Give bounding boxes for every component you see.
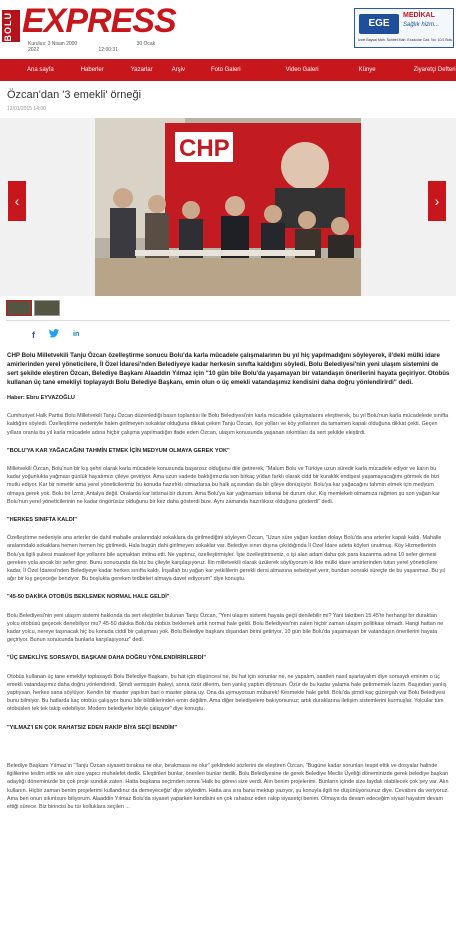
site-header [0, 0, 456, 53]
nav-item-home[interactable]: Ana sayfa [27, 67, 54, 73]
article-paragraph: Belediye Başkanı Yılmaz'ın "Tanju Özcan siyaseti bıraksa ne olur, bırakmasa ne olur" şeklindeki sözlerini de eleştiren Özcan, "Bugüne kadar sorunları tespit ettik ve dosyalar halinde ilgililerine teslim ettik ve alın size yapıcı muhalefet dedik. Eleştirileri bunlar, önerileri bunlar dedik. Bolu Belediyesine de gerek Belediye Meclis Üyeliği döneminizde gerek belediye başkan adaylığı döneminizde bir çok proje sunduk zaten. Hatta başkana seçimden sonra 'Halk bu görevi size verdi. Alın benim projelerimi. Bunların içinde size faydalı olabilecek çok şey var. Alın kullanın. Hiçbir zaman benim projelerimi kullandınız da demeyeceğiz' diye söyledim. Hatta ara sıra bana mektup yazıyor, şu konuyla ilgili ne düşünüyorsunuz diye. Cevabını da veriyoruz. Ama ben onun sıkıntısını biliyorum. Alaaddin Yılmaz Bolu'da siyaset yaparken kendisini en çok rahatsız eden rakip siyasetçi benim. Olmaya da devam edeceğim siyasi hayatım devam ettiği sürece. Biz birincisi bu tür kolluklara seçilen ... [7, 762, 449, 810]
linkedin-icon[interactable]: in [73, 331, 80, 338]
ad-address: İzzet Baysal Mah. Sohbet Mah. Eczacılar Cad. No: 10/1 Bolu [358, 38, 453, 42]
article-photo [95, 118, 361, 296]
article-subheading: "45-50 DAKİKA OTOBÜS BEKLEMEK NORMAL HALE GELDİ" [7, 594, 170, 601]
article-lead: CHP Bolu Milletvekili Tanju Özcan özelleştirme sonucu Bolu'da karla mücadele çalışmalarının bu yıl hiç yapılmadığını söyleyerek, il'deki mülki idare amirlerinden yerel yöneticilere, İl Özel İdaresi'nden Belediyeye kadar herkesin sınıfta kaldığını söyledi. Bolu Belediyesi'nin yeni ulaşım sistemini de sert şekilde eleştiren Özcan, Belediye Başkanı Alaaddin Yılmaz için "10 gün bile Bolu'da yaşamayan bir vatandaşın önerilerini hayata geçiriyor. Otobüs kullanan üç tane emekliyi toplayaydı Bolu Belediye Başkanı, emin olun o üç emekli vatandaşımız kendisini daha doğru yönlendirirdi" dedi. [7, 352, 450, 386]
site-logo[interactable] [2, 2, 202, 53]
article-paragraph: Cumhuriyet Halk Partisi Bolu Milletvekili Tanju Özcan düzenlediği basın toplantısı ile Bolu Belediyesi'nin karla mücadele çalışmalarını eleştirerek, bu yıl Bolu'nun karla mücadelede sınıfta kaldığını söyledi. Özelleştirme nedeniyle halen girilmeyen sokaklar olduğuna dikkat çeken Tanju Özcan, ilçe yolları ve köy yollarının da tamamen kapalı olduğuna dikkat çekti. Geçen yıllara oranla bu yıl karla mücadele adına hiçbir çalışma yapılmadığın ifade eden Özcan, ulaşım konusunda yaşanan sıkıntıları da sert şekilde eleştirdi. [7, 413, 449, 436]
header-ad-banner[interactable] [354, 8, 454, 48]
article-subheading: "HERKES SINIFTA KALDI" [7, 517, 77, 524]
logo-side-text: BOLU [3, 12, 13, 42]
nav-item-photo-gallery[interactable]: Foto Galeri [210, 67, 241, 73]
chp-sign-text: CHP [179, 135, 230, 162]
twitter-icon[interactable] [49, 329, 59, 340]
share-bar [32, 329, 79, 340]
current-date: 30 Ocak 2022 [28, 41, 156, 53]
article-paragraph: Milletvekili Özcan, Bolu'nun bir kış şehri olarak karla mücadele konusunda başarısız olduğunu dile getirerek, "Malum Bolu ve Türkiye uzun süredir karla mücadele ediyor ve karın bu kadar yoğunlukta yağması günlük hayatımızı çileye çeviriyor. Ama uzun vadede baktığımızda son birkaç yıldan farklı olarak cidd bir kuraklık endişesi yaşamayacağımı görmek de bizi mutlu ediyor. Kar bir nimettir ama yerel yöneticilerimiz bu konuda hazırlıklı olmazlarsa bu halk açısından da bir çileye dönüşüyor. Bolu'ya kar yağacağını tahmin etmek için medyum olmaya gerek yok. Bolu bir İzmir, Antalya değil. Oralarda kar istisnai bir durum. Ama Bolu'ya kar yağmaması istisnai bir durum olur. Kış memleketi olmamıza rağmen şu son yağan kar Bolu'nun yerel yöneticilerinin ne kadar öngörüsüz olduğunu bir kez daha gösterdi bize. Aynı zamanda hazırlıksız olduğunu gösterdi" dedi. [7, 466, 440, 505]
slider-next-button[interactable] [428, 181, 446, 221]
article-paragraph: Otobüs kullanan üç tane emekliyi toplasaydı Bolu Belediye Başkanı, bu hat için düşüncesi ne, bu hat için sorunlar ne, ne yapalım, saatleri nasıl ayarlayalım diye sorsaydı eminim o üç emekli vatandaşımız daha doğru yönlendirirdi. Şimdi vermişsin ihaleyi, sonra özür dilerim, ben yanlış yaptım diyorsun. Özür de bu kadar yalama hale getirmemek lazım. Başından yanlış yaptıysan, herkes sana söylüyor. Kendin bir master yapılsın bari o master plana uy. Ona da uymuyorsun mübarek! Kesmekte hale geldi. Bolu'da şimdi kaç güzergah var Bolu Belediyesi bunu bilmiyor. Bu hatlarda kaç otobüs çalışıyor bunu bile bildiklerinden emin değilim. Ama diğer belediyelere bakıyorsunuz; artık duraklarına iletişim sistemlerini kurmuşlar. Yolcular tüm otobüsleri tek tek takip edebiliyor. Modern belediyeler böyle çalışıyor" diye konuştu. [7, 673, 447, 713]
nav-item-imprint[interactable]: Künye [358, 67, 376, 73]
article-date: 12/01/2015 14:00 [7, 106, 46, 112]
article-title: Özcan'dan '3 emekli' örneği [7, 89, 142, 101]
thumbnail-1[interactable] [6, 300, 32, 316]
header-meta [28, 41, 202, 53]
nav-item-archive[interactable]: Arşiv [171, 67, 185, 73]
article-subheading: "YILMAZ'I EN ÇOK RAHATSIZ EDEN RAKİP BİYA SEÇİ BENDİM" [7, 724, 178, 731]
press-conference-image [95, 118, 361, 296]
current-time: 12:00:31 [98, 47, 118, 53]
founding-date: Kurulus: 3 Nisan 2000 [28, 41, 78, 47]
article-paragraph: Bolu Belediyesi'nin yeni ulaşım sistemi hakkında da sert eleştiriler bulunan Tanju Özcan, "Yeni ulaşım sistemi hayata geçti denilebilir mi? Yani takriben 15.45'te herhangi bir duraktan yolcu otobüsü geçecek denebiliyor mu? 45-50 dakika Bolu'da otobüs beklemek artık normal hale geldi. Bolu Belediyesi'nin zaten hiçbir zaman ulaşım politikası olmadı. Hangi hattan ne kadar yolcu, nereye taşınacak hiç bu konuda ciddi bir çalışması yok. Bolu Belediye başkanı dışarıdan birini getiriyor, 10 gün bile Bolu'da yaşamayan bir vatandaşın önerilerini hayata geçiriyor. Bunun sonucunda bunlarla karşılaşıyoruz" dedi. [7, 612, 444, 644]
nav-item-news[interactable]: Haberler [80, 67, 104, 73]
logo-side-badge [2, 10, 20, 42]
spacer [7, 732, 450, 752]
chevron-left-icon: ‹ [14, 193, 20, 209]
facebook-icon[interactable]: f [32, 329, 35, 340]
nav-item-video-gallery[interactable]: Video Galeri [285, 67, 319, 73]
article-byline: Haber: Ebru EYVAZOĞLU [7, 395, 75, 401]
nav-item-authors[interactable]: Yazarlar [130, 67, 153, 73]
article-body [7, 351, 450, 811]
article-subheading: "BOLU'YA KAR YAĞACAĞINI TAHMİN ETMEK İÇİN MEDYUM OLMAYA GEREK YOK" [7, 447, 230, 454]
chevron-right-icon: › [434, 193, 440, 209]
ad-name: MEDİKAL [403, 12, 435, 19]
slider-prev-button[interactable] [8, 181, 26, 221]
article-subheading: "ÜÇ EMEKLİYE SORSAYDI, BAŞKANI DAHA DOĞRU YÖNLENDİRİRLERDİ" [7, 655, 207, 662]
ad-tagline: Sağlık hizm... [403, 22, 440, 28]
ad-brand: EGE [359, 14, 399, 34]
main-nav [0, 59, 456, 81]
nav-item-guestbook[interactable]: Ziyaretçi Defteri [413, 67, 456, 73]
slider-thumbnails [6, 300, 60, 316]
thumbnail-2[interactable] [34, 300, 60, 316]
logo-wordmark: EXPRESS [22, 2, 176, 40]
divider [6, 320, 450, 321]
article-paragraph: Özelleştirme nedeniyle ana arterler de dahil mahalle aralarındaki sokaklara da girilmediğini söyleyen Özcan, "Uzun süre yağan kardan dolayı Bolu'da ana arterler kapalı kaldı. Mahalle aralarındaki sokaklara hemen hemen hiç girilmedi. Hala bugün dahi girilmeyen sokaklar var. Belediye sınırı dışına çıkıldığında İl Özel İdare adeta köyleri unutmuş. Köy Hizmetlerinin Bolu'ya ilgili şubesi maalesef ilçe yollarını bile açmaktan imtina etti. Ne yaptınız, özelleştirmişler. İşte özelleştirirseniz, o işi alan adam daha çok para kazanma adına 10 sefer girmesi gereken yola ancak bir sefer girer. Bunu sonucunda da biz bu çileyle karşılaşıyoruz. İlin milletvekili olarak üzülerek söylüyorum ki ilde mülki idare amirlerinden tutun yerel yöneticilere kadar, İl Özel İdaresi'nden Belediyeye kadar herkes sınıfta kaldı. İnşallah bu yağan kar yetkililerin gerekli dersi almasına sebebiyet verir, bundan sonraki süreçte de bu yaşanmaz. Bu yıl ağır bir kış geçeceğe benziyor. Bu boşlukta gereken tedbirleri almaya davet ediyorum" diye konuştu. [7, 535, 445, 583]
